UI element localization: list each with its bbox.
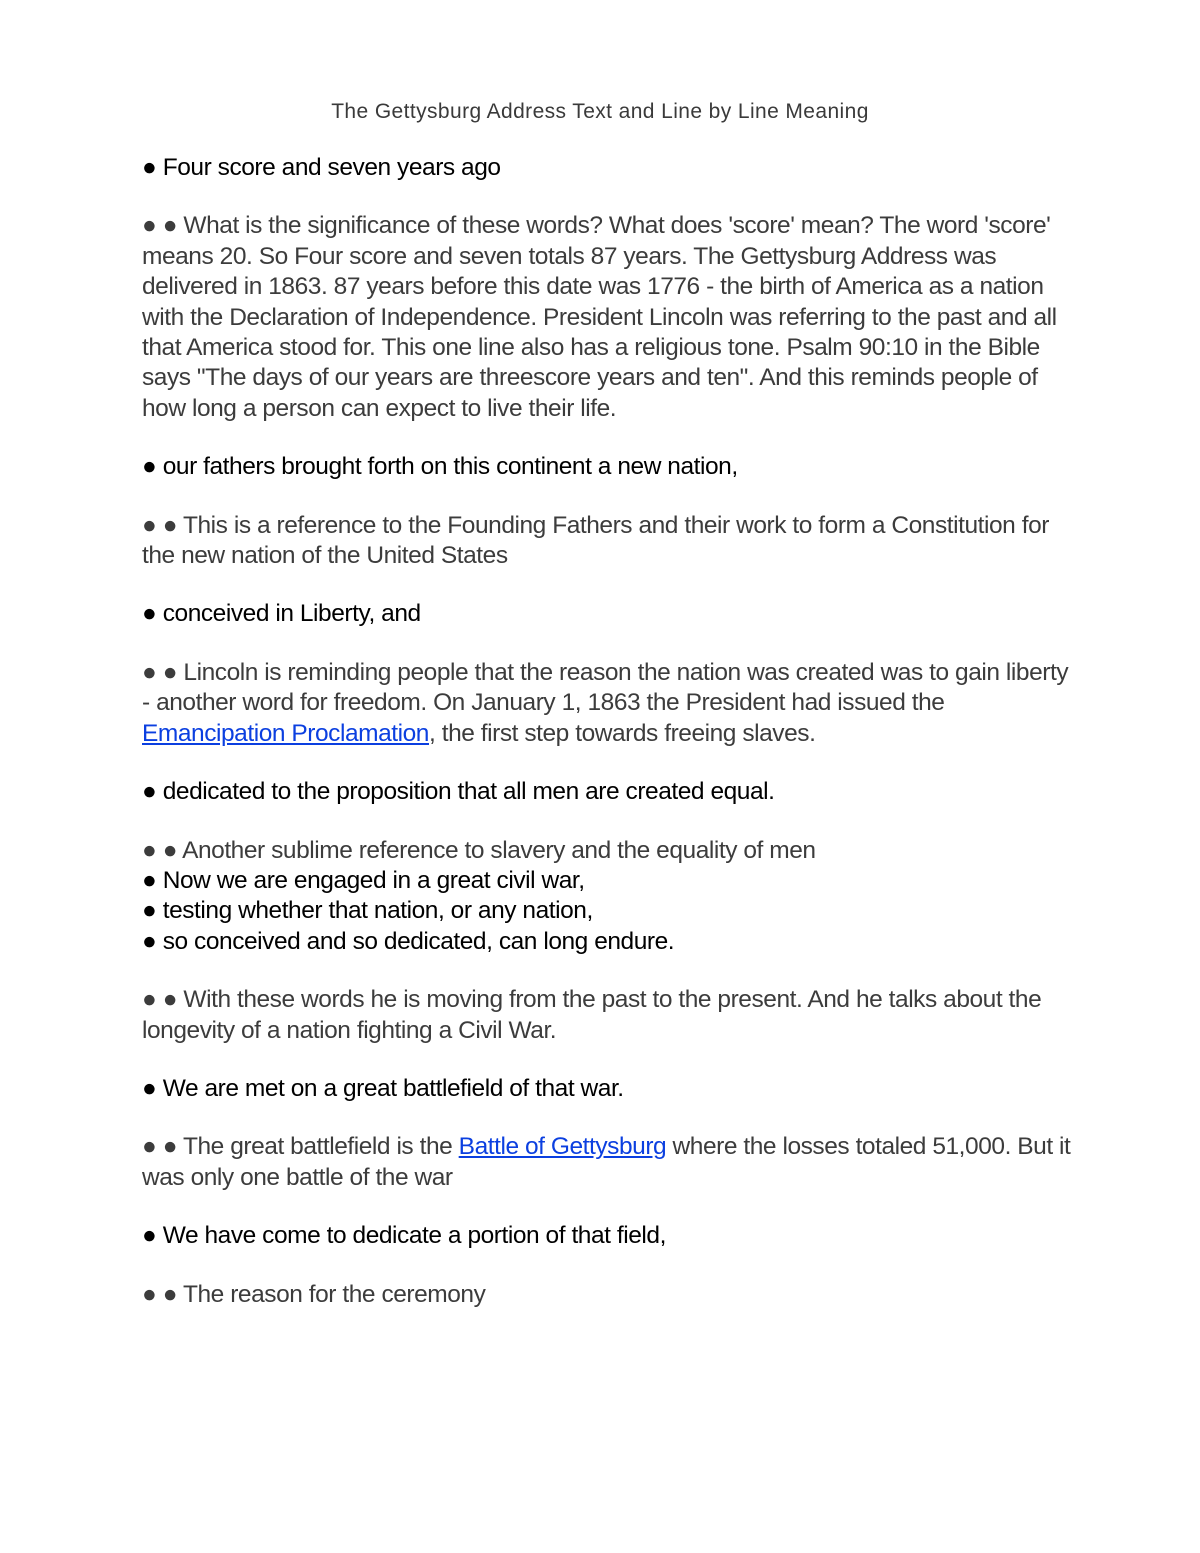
quote-line (142, 452, 1072, 482)
battle-of-gettysburg-link[interactable]: Battle of Gettysburg (458, 1133, 667, 1161)
explanation-text: , the first step towards freeing slaves. (429, 719, 816, 747)
explanation-paragraph (142, 985, 1072, 1046)
explanation-paragraph (142, 511, 1072, 572)
emancipation-proclamation-link[interactable]: Emancipation Proclamation (142, 719, 429, 747)
bullet-icon: ● (142, 897, 157, 925)
bullet-icon: ● (142, 453, 157, 481)
explanation-text: What is the significance of these words? What does 'score' mean? The word 'score' means 20. So Four score and seven totals 87 years. The Gettysburg Address was delivered in 1863. 87 years before this date was 1776 - the birth of America as a nation with the Declaration of Independence. President Lincoln was referring to the past and all that America stood for. This one line also has a religious tone. Psalm 90:10 in the Bible says "The days of our years are threescore years and ten". And this reminds people of how long a person can expect to live their life. (142, 212, 1057, 422)
quote-line (142, 1221, 1072, 1251)
quote-text: our fathers brought forth on this continent a new nation, (162, 453, 738, 481)
bullet-icon: ● (142, 778, 157, 806)
quote-text: testing whether that nation, or any nation, (162, 897, 593, 925)
explanation-paragraph (142, 1132, 1072, 1193)
explanation-text: Another sublime reference to slavery and the equality of men (182, 836, 816, 864)
quote-text: We are met on a great battlefield of that war. (162, 1074, 624, 1102)
bullet-icon: ● (142, 866, 157, 894)
bullet-icon: ● (142, 600, 157, 628)
quote-line (142, 896, 1072, 926)
quote-text: Now we are engaged in a great civil war, (162, 866, 585, 894)
document-title: The Gettysburg Address Text and Line by Line Meaning (331, 100, 869, 123)
bullet-icon: ● ● (142, 511, 178, 539)
document-body (142, 153, 1072, 1310)
explanation-text: The reason for the ceremony (182, 1280, 486, 1308)
bullet-icon: ● (142, 927, 157, 955)
quote-text: conceived in Liberty, and (162, 600, 421, 628)
quote-line (142, 599, 1072, 629)
bullet-icon: ● ● (142, 658, 178, 686)
bullet-icon: ● (142, 1074, 157, 1102)
explanation-paragraph (142, 836, 1072, 866)
quote-line (142, 153, 1072, 183)
bullet-icon: ● (142, 154, 157, 181)
explanation-text: The great battlefield is the (182, 1133, 459, 1161)
explanation-text: With these words he is moving from the past to the present. And he talks about the longevity of a nation fighting a Civil War. (142, 986, 1042, 1044)
explanation-text: Lincoln is reminding people that the reason the nation was created was to gain liberty - another word for freedom. On January 1, 1863 the President had issued the (142, 658, 1069, 717)
bullet-icon: ● ● (142, 212, 178, 240)
explanation-paragraph (142, 211, 1072, 424)
quote-text: We have come to dedicate a portion of that field, (162, 1222, 666, 1250)
quote-line (142, 777, 1072, 807)
quote-line (142, 866, 1072, 896)
bullet-icon: ● ● (142, 1280, 178, 1308)
bullet-icon: ● ● (142, 1133, 178, 1161)
explanation-paragraph (142, 658, 1072, 749)
bullet-icon: ● (142, 1222, 157, 1250)
quote-line (142, 927, 1072, 957)
quote-text: dedicated to the proposition that all men are created equal. (162, 778, 775, 806)
bullet-icon: ● ● (142, 836, 178, 864)
explanation-text: where the losses totaled 51,000. But it was only one battle of the war (142, 1133, 1071, 1191)
quote-text: Four score and seven years ago (162, 154, 501, 181)
explanation-paragraph (142, 1280, 1072, 1310)
quote-line (142, 1074, 1072, 1104)
explanation-text: This is a reference to the Founding Fathers and their work to form a Constitution for the new nation of the United States (142, 511, 1049, 570)
bullet-icon: ● ● (142, 986, 178, 1014)
quote-text: so conceived and so dedicated, can long endure. (162, 927, 675, 955)
